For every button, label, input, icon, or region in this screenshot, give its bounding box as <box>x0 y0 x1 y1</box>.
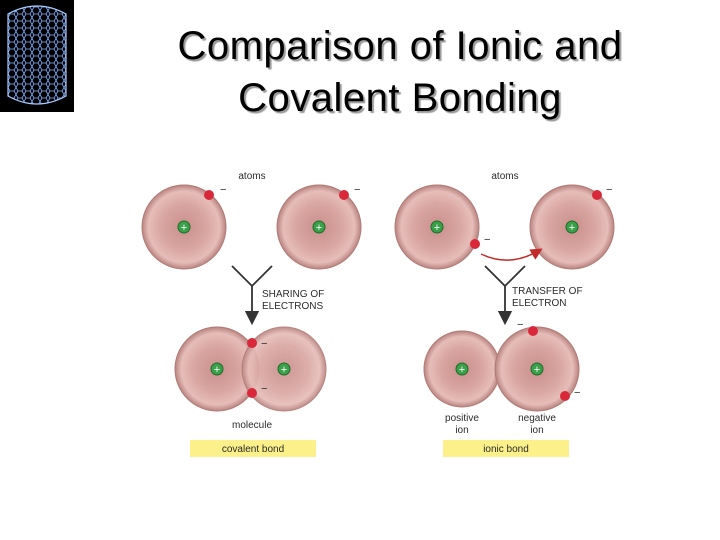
minus-sign: − <box>261 383 268 395</box>
ionic-atom-right <box>530 185 614 269</box>
transfer-arrow <box>481 250 540 260</box>
electron-icon <box>247 388 257 398</box>
title-line-1: Comparison of Ionic and <box>177 24 623 68</box>
ionic-atom-left <box>395 185 479 269</box>
electron-icon <box>528 326 538 336</box>
ionic-arrow-label-1: TRANSFER OF <box>512 286 583 297</box>
plus-sign: + <box>433 222 441 234</box>
ionic-arrow-label-2: ELECTRON <box>512 298 567 309</box>
covalent-atom-right <box>277 185 361 269</box>
covalent-panel <box>142 171 361 457</box>
plus-sign: + <box>533 364 541 376</box>
ionic-atoms-label: atoms <box>491 171 519 182</box>
electron-icon <box>592 190 602 200</box>
electron-icon <box>470 239 480 249</box>
negative-ion-label-2: ion <box>530 425 544 436</box>
covalent-arrow-label-1: SHARING OF <box>262 289 325 300</box>
electron-icon <box>339 190 349 200</box>
minus-sign: − <box>220 184 227 196</box>
plus-sign: + <box>280 364 288 376</box>
ionic-panel <box>395 171 614 457</box>
positive-ion-label-1: positive <box>445 413 479 424</box>
electron-icon <box>560 391 570 401</box>
plus-sign: + <box>458 364 466 376</box>
minus-sign: − <box>517 319 524 331</box>
positive-ion <box>424 331 500 407</box>
plus-sign: + <box>568 222 576 234</box>
minus-sign: − <box>354 184 361 196</box>
covalent-atom-left <box>142 185 226 269</box>
minus-sign: − <box>484 234 491 246</box>
molecule-label: molecule <box>231 420 273 431</box>
minus-sign: − <box>574 387 581 399</box>
covalent-atoms-label: atoms <box>238 171 266 182</box>
covalent-arrow-label-2: ELECTRONS <box>262 301 324 312</box>
title-line-2: Covalent Bonding <box>238 76 562 120</box>
plus-sign: + <box>180 222 188 234</box>
covalent-molecule <box>175 327 326 411</box>
electron-icon <box>204 190 214 200</box>
plus-sign: + <box>315 222 323 234</box>
positive-ion-label-2: ion <box>455 425 469 436</box>
electron-icon <box>247 338 257 348</box>
minus-sign: − <box>606 184 613 196</box>
negative-ion-label-1: negative <box>518 413 556 424</box>
ionic-caption: ionic bond <box>483 444 529 455</box>
negative-ion <box>495 319 580 411</box>
covalent-caption: covalent bond <box>221 444 285 455</box>
minus-sign: − <box>261 338 268 350</box>
plus-sign: + <box>213 364 221 376</box>
